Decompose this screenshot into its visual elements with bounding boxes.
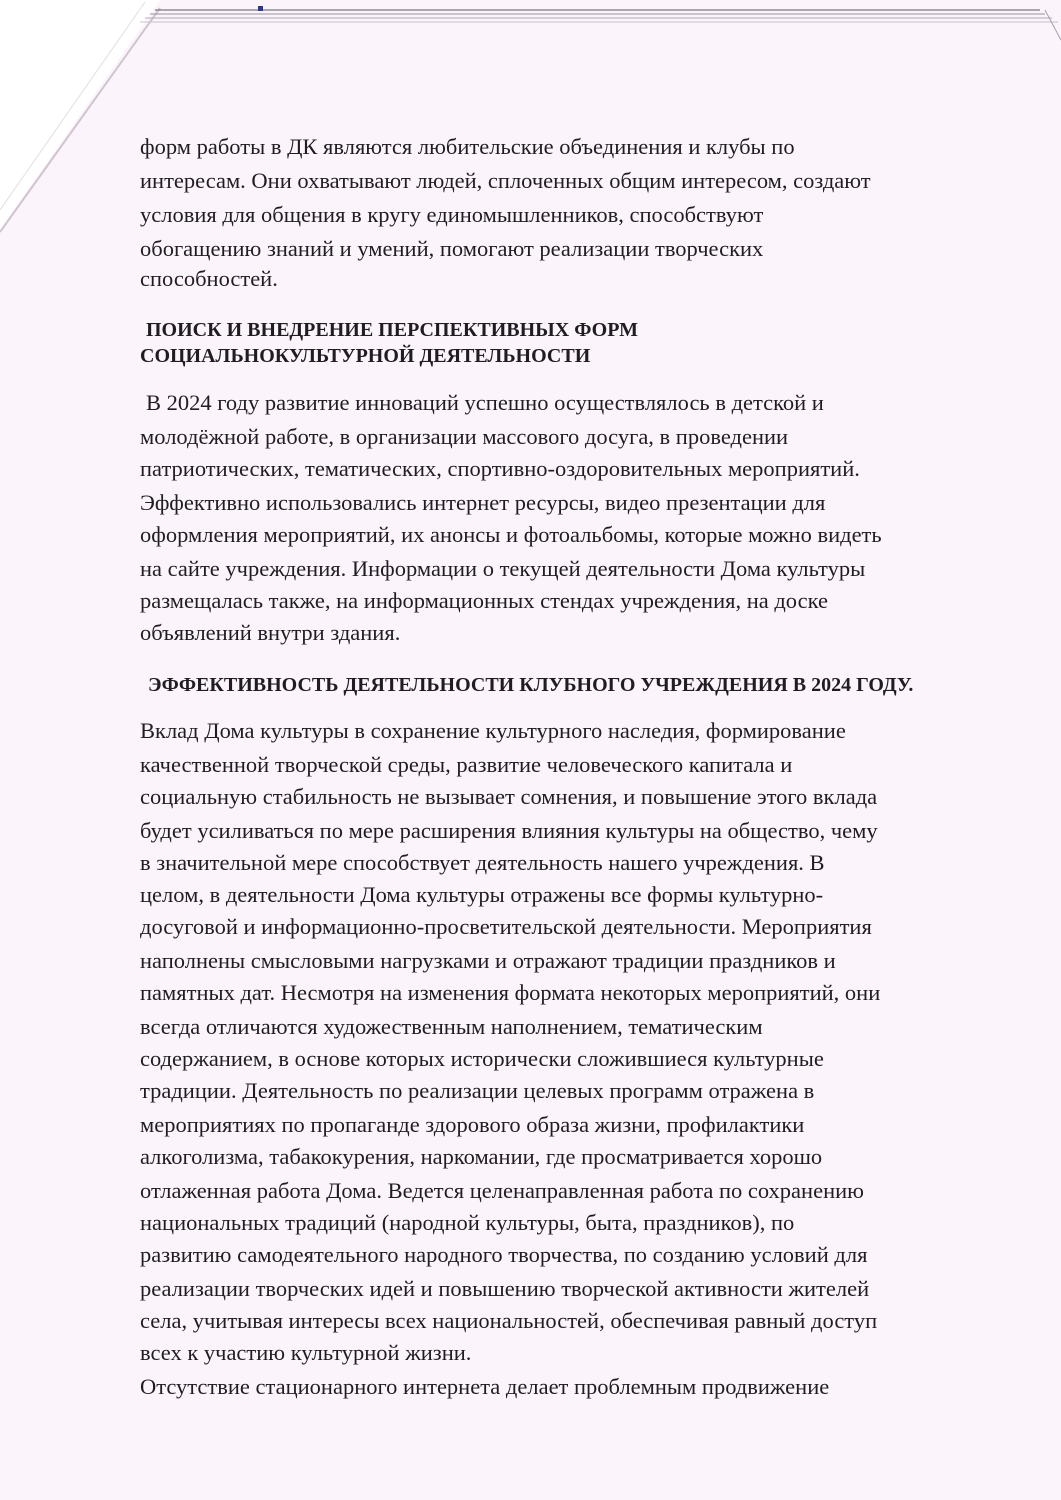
text-line: села, учитывая интересы всех национальностей, обеспечивая равный доступ	[140, 1308, 878, 1333]
text-line: содержанием, в основе которых исторически сложившиеся культурные	[140, 1046, 824, 1071]
text-line: качественной творческой среды, развитие человеческого капитала и	[140, 752, 793, 777]
text-line: реализации творческих идей и повышению творческой активности жителей	[140, 1276, 870, 1301]
text-line: патриотических, тематических, спортивно-оздоровительных мероприятий.	[140, 456, 860, 481]
text-line: развитию самодеятельного народного творчества, по созданию условий для	[140, 1242, 868, 1267]
text-line: отлаженная работа Дома. Ведется целенаправленная работа по сохранению	[140, 1178, 864, 1203]
text-line: целом, в деятельности Дома культуры отражены все формы культурно-	[140, 882, 824, 907]
text-line: интересам. Они охватывают людей, сплоченных общим интересом, создают	[140, 168, 871, 193]
text-line: традиции. Деятельность по реализации целевых программ отражена в	[140, 1078, 815, 1103]
text-line: в значительной мере способствует деятельность нашего учреждения. В	[140, 850, 825, 875]
text-line: всех к участию культурной жизни.	[140, 1340, 472, 1365]
text-line: молодёжной работе, в организации массового досуга, в проведении	[140, 424, 789, 449]
text-line: обогащению знаний и умений, помогают реализации творческих	[140, 236, 764, 261]
text-line: наполнены смысловыми нагрузками и отражают традиции праздников и	[140, 948, 836, 973]
text-line: памятных дат. Несмотря на изменения формата некоторых мероприятий, они	[140, 980, 881, 1005]
text-line: досуговой и информационно-просветительской деятельности. Мероприятия	[140, 914, 872, 939]
text-line: Вклад Дома культуры в сохранение культурного наследия, формирование	[140, 718, 846, 743]
text-line: способностей.	[140, 266, 278, 291]
text-line: В 2024 году развитие инноваций успешно осуществлялось в детской и	[146, 390, 824, 415]
text-line: Эффективно использовались интернет ресурсы, видео презентации для	[140, 490, 826, 515]
text-line: национальных традиций (народной культуры, быта, праздников), по	[140, 1210, 795, 1235]
text-line: размещалась также, на информационных стендах учреждения, на доске	[140, 588, 828, 613]
text-line: оформления мероприятий, их анонсы и фотоальбомы, которые можно видеть	[140, 522, 882, 547]
text-line: условия для общения в кругу единомышленников, способствуют	[140, 202, 764, 227]
text-line: всегда отличаются художественным наполнением, тематическим	[140, 1014, 763, 1039]
text-line: будет усиливаться по мере расширения влияния культуры на общество, чему	[140, 818, 878, 843]
text-line: мероприятиях по пропаганде здорового образа жизни, профилактики	[140, 1112, 805, 1137]
text-line: алкоголизма, табакокурения, наркомании, где просматривается хорошо	[140, 1144, 823, 1169]
text-line: объявлений внутри здания.	[140, 620, 401, 645]
section-heading: СОЦИАЛЬНОКУЛЬТУРНОЙ ДЕЯТЕЛЬНОСТИ	[140, 345, 591, 367]
section-heading: ЭФФЕКТИВНОСТЬ ДЕЯТЕЛЬНОСТИ КЛУБНОГО УЧРЕЖДЕНИЯ В 2024 ГОДУ.	[148, 674, 914, 696]
text-line: Отсутствие стационарного интернета делает проблемным продвижение	[140, 1374, 830, 1399]
section-heading: ПОИСК И ВНЕДРЕНИЕ ПЕРСПЕКТИВНЫХ ФОРМ	[146, 319, 638, 341]
text-line: на сайте учреждения. Информации о текущей деятельности Дома культуры	[140, 556, 866, 581]
text-line: форм работы в ДК являются любительские объединения и клубы по	[140, 134, 795, 159]
text-line: социальную стабильность не вызывает сомнения, и повышение этого вклада	[140, 784, 878, 809]
